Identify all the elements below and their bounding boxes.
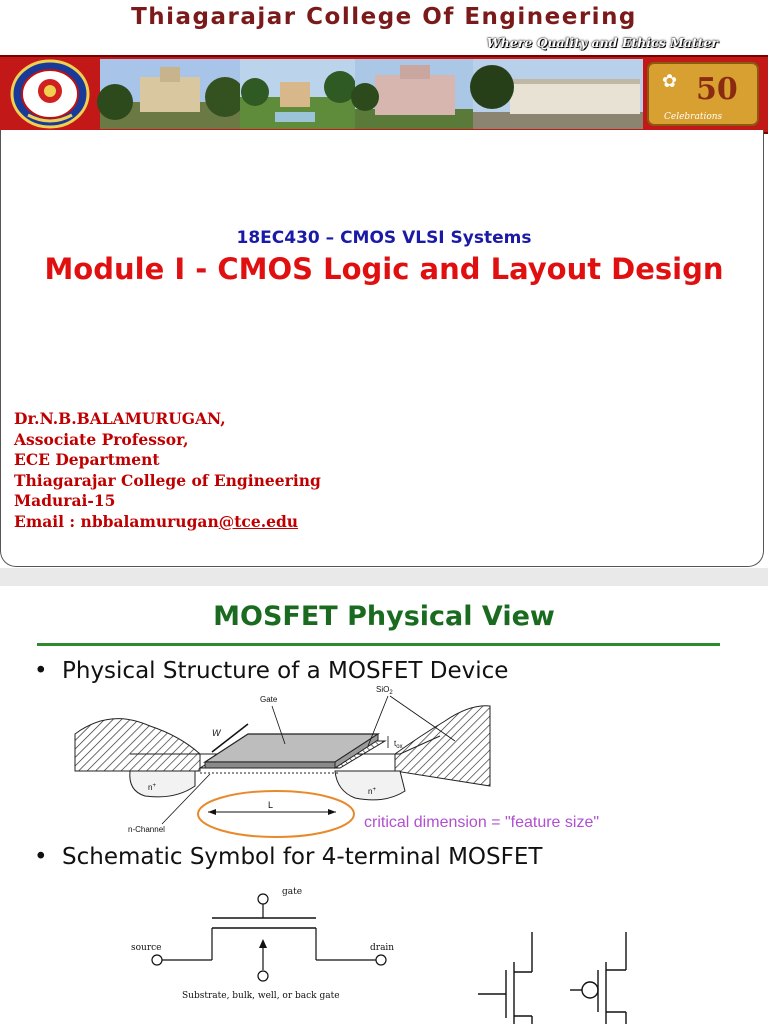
module-title: Module I - CMOS Logic and Layout Design	[44, 252, 724, 286]
bullet-dot: •	[34, 658, 48, 684]
field-oxide-left	[75, 719, 200, 771]
field-oxide-right	[395, 706, 490, 786]
course-title: 18EC430 – CMOS VLSI Systems	[236, 228, 532, 248]
campus-photo-4	[470, 59, 643, 129]
tox-label: $t_{ox}$	[394, 739, 403, 750]
length-label: L	[268, 800, 274, 810]
campus-banner-graphics	[0, 57, 768, 132]
campus-photo-3	[351, 59, 473, 129]
source-terminal	[152, 955, 162, 965]
n-plus-left-label: n+	[148, 783, 156, 792]
gate-label: Gate	[260, 695, 278, 704]
four-terminal-mosfet-symbol	[131, 887, 394, 1001]
college-emblem-icon	[12, 61, 88, 127]
anniversary-badge-icon	[648, 63, 758, 125]
nmos-symbol	[478, 932, 532, 1024]
gate-terminal	[258, 894, 268, 904]
college-tagline: Where Quality and Ethics Matter	[486, 35, 718, 50]
bullet-text: Physical Structure of a MOSFET Device	[62, 658, 509, 684]
bullet-text: Schematic Symbol for 4-terminal MOSFET	[62, 844, 543, 870]
author-email	[14, 512, 321, 533]
critical-dimension-label: critical dimension = "feature size"	[364, 814, 600, 831]
anniversary-number: 50	[696, 72, 738, 107]
slide-title: MOSFET Physical View	[213, 601, 555, 632]
campus-photo-2	[240, 59, 356, 129]
svg-text:✿: ✿	[662, 71, 678, 92]
anniversary-text: Celebrations	[664, 112, 723, 122]
author-designation: Associate Professor,	[14, 429, 189, 449]
college-title: Thiagarajar College Of Engineering	[131, 4, 637, 30]
symbol-drain-label: drain	[370, 943, 395, 953]
author-city: Madurai-15	[14, 491, 116, 510]
author-block	[14, 409, 321, 532]
author-department: ECE Department	[14, 450, 160, 469]
sio2-label: SiO$_2$	[376, 685, 393, 696]
n-plus-right-label: n+	[368, 787, 376, 796]
author-institution: Thiagarajar College of Engineering	[14, 470, 321, 490]
symbol-source-label: source	[131, 943, 162, 953]
symbol-substrate-label: Substrate, bulk, well, or back gate	[182, 991, 340, 1001]
mosfet-slide	[0, 586, 768, 1024]
drain-terminal	[376, 955, 386, 965]
body-terminal	[258, 971, 268, 981]
email-link[interactable]: @tce.edu	[218, 511, 299, 531]
email-label: Email : nbbalamurugan	[14, 511, 219, 531]
mosfet-structure-diagram	[0, 586, 768, 1024]
author-name: Dr.N.B.BALAMURUGAN,	[14, 409, 226, 428]
campus-banner	[0, 55, 768, 134]
n-plus-left-region	[130, 771, 195, 797]
bullet-dot: •	[34, 844, 48, 870]
width-label: W	[212, 728, 221, 738]
symbol-gate-label: gate	[282, 887, 303, 897]
campus-photo-1	[97, 59, 245, 129]
bullet-schematic-symbol	[34, 844, 542, 870]
pmos-symbol	[570, 932, 626, 1024]
n-channel-label: n-Channel	[128, 825, 165, 834]
